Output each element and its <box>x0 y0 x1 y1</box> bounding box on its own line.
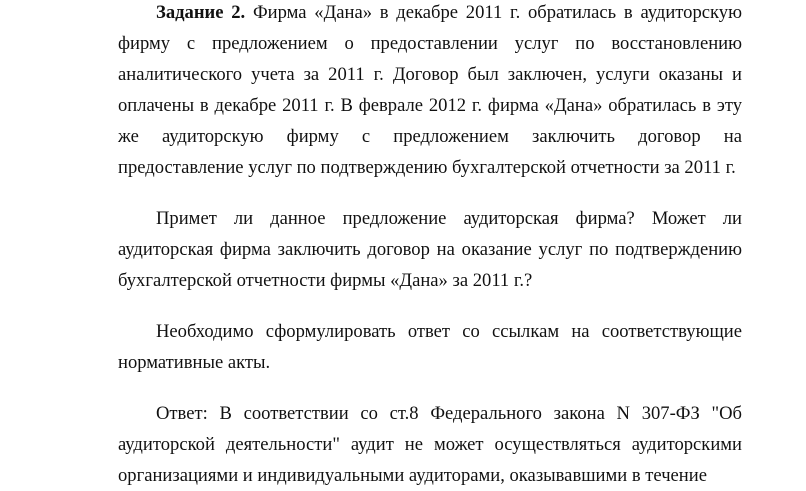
question-paragraph: Примет ли данное предложение аудиторская фирма? Может ли аудиторская фирма заключить договор на оказание услуг по подтверждению бухгалтерской отчетности фирмы «Дана» за 2011 г.? <box>118 208 742 291</box>
answer-paragraph: Ответ: В соответствии со ст.8 Федерального закона N 307-ФЗ "Об аудиторской деятельности" аудит не может осуществляться аудиторскими организациями и индивидуальными аудиторами, оказывавшими в течение <box>118 403 742 486</box>
instruction-paragraph: Необходимо сформулировать ответ со ссылкам на соответствующие нормативные акты. <box>118 321 742 373</box>
task-paragraph <box>118 0 742 183</box>
task-label: Задание 2. <box>156 2 246 23</box>
task-text: Фирма «Дана» в декабре 2011 г. обратилась в аудиторскую фирму с предложением о предоставлении услуг по восстановлению аналитического учета за 2011 г. Договор был заключен, услуги оказаны и оплачены в декабре 2011 г. В феврале 2012 г. фирма «Дана» обратилась в эту же аудиторскую фирму с предложением заключить договор на предоставление услуг по подтверждению бухгалтерской отчетности за 2011 г. <box>118 2 742 178</box>
